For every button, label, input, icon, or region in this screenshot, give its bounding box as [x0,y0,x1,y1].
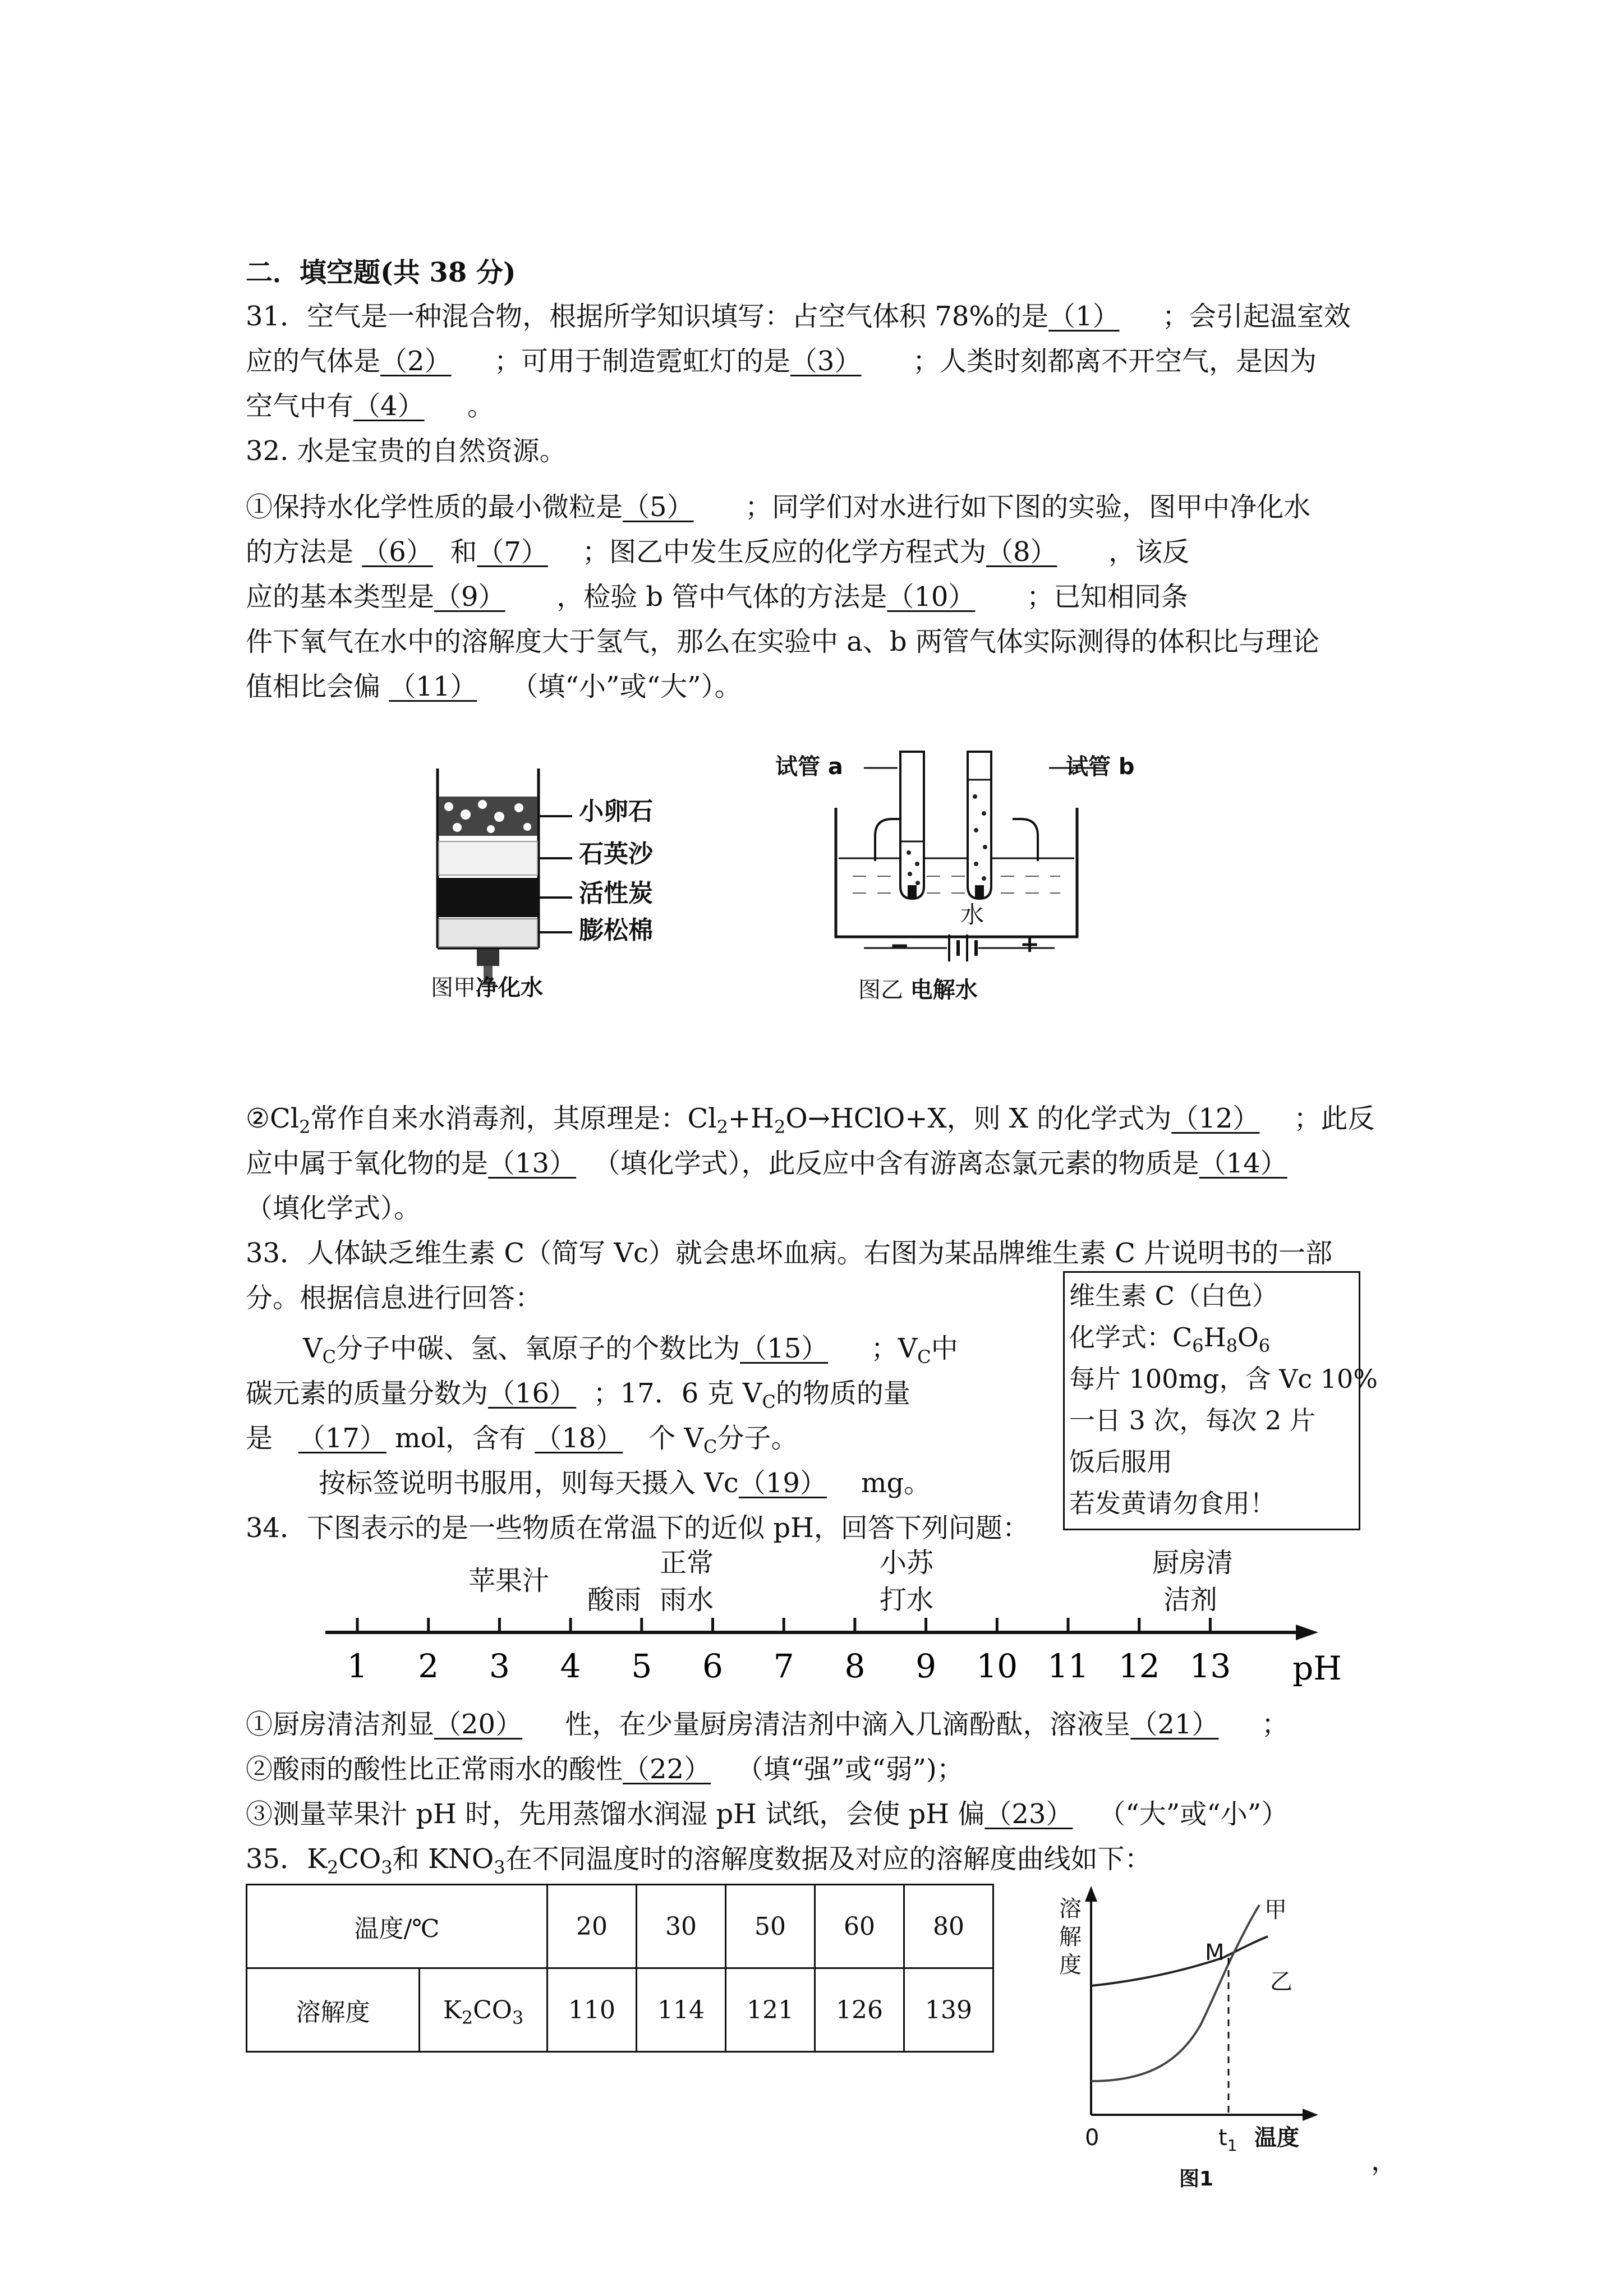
label-row: 若发黄请勿食用！ [1069,1488,1276,1519]
table-row [247,1885,993,1968]
ph-label-normal-rain: 正常 [660,1547,714,1579]
q33-line-6: 按标签说明书服用，则每天摄入 Vc（19） mg。 [319,1467,931,1499]
table-row [247,1968,993,2052]
blank-19: （19） [738,1467,827,1499]
blank-5: （5） [623,491,694,523]
vitamin-c-label [1063,1271,1378,1530]
blank-16: （16） [488,1378,577,1409]
table-cell: 110 [548,1968,637,2052]
ph-tick-label: 9 [915,1647,937,1685]
q31-line-1: 31．空气是一种混合物，根据所学知识填写：占空气体积 78%的是（1） ；会引起温室效 [246,301,1351,332]
ph-tick-label: 2 [418,1647,439,1685]
q33-line-3: $V_C$分子中碳、氢、氧原子的个数比为（15） ；$V_C$中 [303,1333,958,1368]
table-cell: 50 [726,1885,815,1968]
label-row: 每片 100mg，含 Vc 10% [1069,1364,1378,1394]
table-cell: 139 [904,1968,993,2052]
blank-14: （14） [1199,1148,1287,1179]
filter-layer-label: 活性炭 [579,879,653,908]
q31-line-3: 空气中有（4） 。 [246,390,494,422]
ph-label-acid-rain: 酸雨 [587,1584,642,1616]
ph-tick-label: 12 [1118,1647,1160,1685]
ph-label-kitchen-cleaner: 厨房清 [1152,1547,1234,1579]
curve-origin: 0 [1085,2125,1099,2151]
blank-22: （22） [623,1754,711,1785]
section-title: 二．填空题(共 38 分) [246,257,516,288]
blank-18: （18） [535,1423,623,1454]
filter-layer-label: 膨松棉 [579,916,653,945]
ph-tick-label: 7 [773,1647,794,1685]
ph-tick-label: 13 [1189,1647,1231,1685]
tube-a-label: 试管 a [775,754,843,780]
ph-tick-label: 1 [347,1647,368,1685]
label-row: 一日 3 次，每次 2 片 [1069,1405,1316,1435]
q32-p2-line-2: 应中属于氧化物的是（13） （填化学式），此反应中含有游离态氯元素的物质是（14） [246,1148,1287,1179]
q34-sub-3: ③测量苹果汁 pH 时，先用蒸馏水润湿 pH 试纸，会使 pH 偏（23） （“大”或“小”） [246,1798,1289,1830]
curve-caption: 图1 [1179,2168,1214,2191]
figure-yi-caption: 图乙 电解水 [858,977,978,1003]
q32-intro: 32. 水是宝贵的自然资源。 [246,435,567,467]
ph-label-apple-juice: 苹果汁 [468,1565,550,1596]
ph-label-normal-rain: 雨水 [660,1584,714,1616]
blank-15: （15） [740,1333,829,1364]
table-cell: 80 [904,1885,993,1968]
blank-4: （4） [353,390,425,422]
table-cell: 20 [548,1885,637,1968]
q32-line-3: 应的基本类型是（9） ，检验 b 管中气体的方法是（10） ；已知相同条 [246,581,1189,613]
ph-tick-label: 4 [560,1647,581,1685]
ph-unit-label: pH [1292,1649,1342,1687]
ph-tick-label: 11 [1047,1647,1089,1685]
blank-2: （2） [380,346,452,377]
ph-label-soda-water: 打水 [880,1584,934,1616]
curve-series-yi: 乙 [1270,1969,1292,1995]
water-label: 水 [960,901,984,928]
blank-9: （9） [434,581,505,613]
solubility-curve [1055,1874,1346,2143]
q35-intro: 35．$K_2CO_3$和 $KNO_3$在不同温度时的溶解度数据及对应的溶解度曲线如下： [246,1843,1152,1878]
blank-7: （7） [477,536,548,568]
ph-tick-label: 3 [489,1647,510,1685]
table-cell: 60 [815,1885,904,1968]
q32-line-2: 的方法是 （6） 和（7） ；图乙中发生反应的化学方程式为（8） ，该反 [246,536,1190,568]
blank-1: （1） [1048,301,1120,332]
table-header-cell: 溶解度 [247,1968,420,2052]
q33-line-5: 是 （17） mol，含有 （18） 个 $V_C$分子。 [246,1423,798,1457]
q34-sub-1: ①厨房清洁剂显（20） 性，在少量厨房清洁剂中滴入几滴酚酞，溶液呈（21） ； [246,1709,1289,1740]
blank-21: （21） [1130,1709,1219,1740]
blank-6: （6） [362,536,433,568]
curve-x-axis-label: 温度 [1254,2125,1299,2151]
q32-line-5: 值相比会偏 （11） （填“小”或“大”）。 [246,671,742,702]
table-cell: 30 [637,1885,726,1968]
blank-17: （17） [298,1423,387,1454]
q32-p2-line-1: $②Cl_2$常作自来水消毒剂，其原理是：$Cl_2+H_2O\to HClO+X$，则 X 的化学式为（12） ；此反 [246,1103,1375,1138]
blank-23: （23） [984,1798,1073,1830]
table-header-cell: 温度/℃ [247,1885,548,1968]
table-cell: 114 [637,1968,726,2052]
table-cell: $K_2CO_3$ [420,1968,548,2052]
q32-line-4: 件下氧气在水中的溶解度大于氢气，那么在实验中 a、b 两管气体实际测得的体积比与理论 [246,626,1319,657]
blank-8: （8） [986,536,1057,568]
ph-tick-label: 5 [631,1647,652,1685]
ph-tick-label: 10 [976,1647,1018,1685]
table-cell: 126 [815,1968,904,2052]
label-row: 化学式：$C_6H_8O_6$ [1069,1322,1271,1356]
electrode-negative: − [890,931,910,959]
ph-label-kitchen-cleaner: 洁剂 [1163,1584,1218,1616]
filter-layer-label: 小卵石 [579,797,653,826]
curve-t1-label: $t_1$ [1218,2125,1237,2155]
curve-point-m: M [1205,1940,1225,1966]
blank-20: （20） [434,1709,523,1740]
blank-11: （11） [389,671,477,702]
ph-tick-label: 8 [844,1647,866,1685]
curve-series-jia: 甲 [1264,1897,1287,1923]
trailing-comma: ， [1371,2145,1398,2177]
figure-jia-caption: 图甲净化水 [431,975,543,1001]
electrode-positive: + [1020,930,1040,958]
q33-line-2: 分。根据信息进行回答： [246,1282,542,1314]
ph-label-soda-water: 小苏 [880,1547,934,1579]
q34-intro: 34．下图表示的是一些物质在常温下的近似 pH，回答下列问题： [246,1512,1029,1544]
label-row: 饭后服用 [1069,1447,1172,1477]
q33-line-1: 33．人体缺乏维生素 C（简写 Vc）就会患坏血病。右图为某品牌维生素 C 片说明书的一部 [246,1237,1333,1269]
q32-line-1: ①保持水化学性质的最小微粒是（5） ；同学们对水进行如下图的实验，图甲中净化水 [246,491,1311,523]
ph-tick-label: 6 [702,1647,723,1685]
filter-layer-label: 石英沙 [579,840,653,868]
q31-line-2: 应的气体是（2） ；可用于制造霓虹灯的是（3） ；人类时刻都离不开空气，是因为 [246,346,1317,377]
blank-12: （12） [1171,1103,1260,1134]
table-cell: 121 [726,1968,815,2052]
q34-sub-2: ②酸雨的酸性比正常雨水的酸性（22） （填“强”或“弱”)； [246,1754,964,1785]
water-purifier-figure [426,763,583,987]
tube-b-label: 试管 b [1066,754,1135,780]
q32-p2-line-3: （填化学式）。 [246,1193,421,1224]
q33-line-4: 碳元素的质量分数为（16） ；17．6 克 $V_C$的物质的量 [246,1378,910,1412]
curve-y-axis-label: 溶 解 度 [1059,1896,1082,1978]
solubility-table [246,1884,994,2053]
label-row: 维生素 C（白色） [1069,1281,1278,1311]
blank-13: （13） [488,1148,577,1179]
blank-10: （10） [887,581,976,613]
blank-3: （3） [790,346,862,377]
